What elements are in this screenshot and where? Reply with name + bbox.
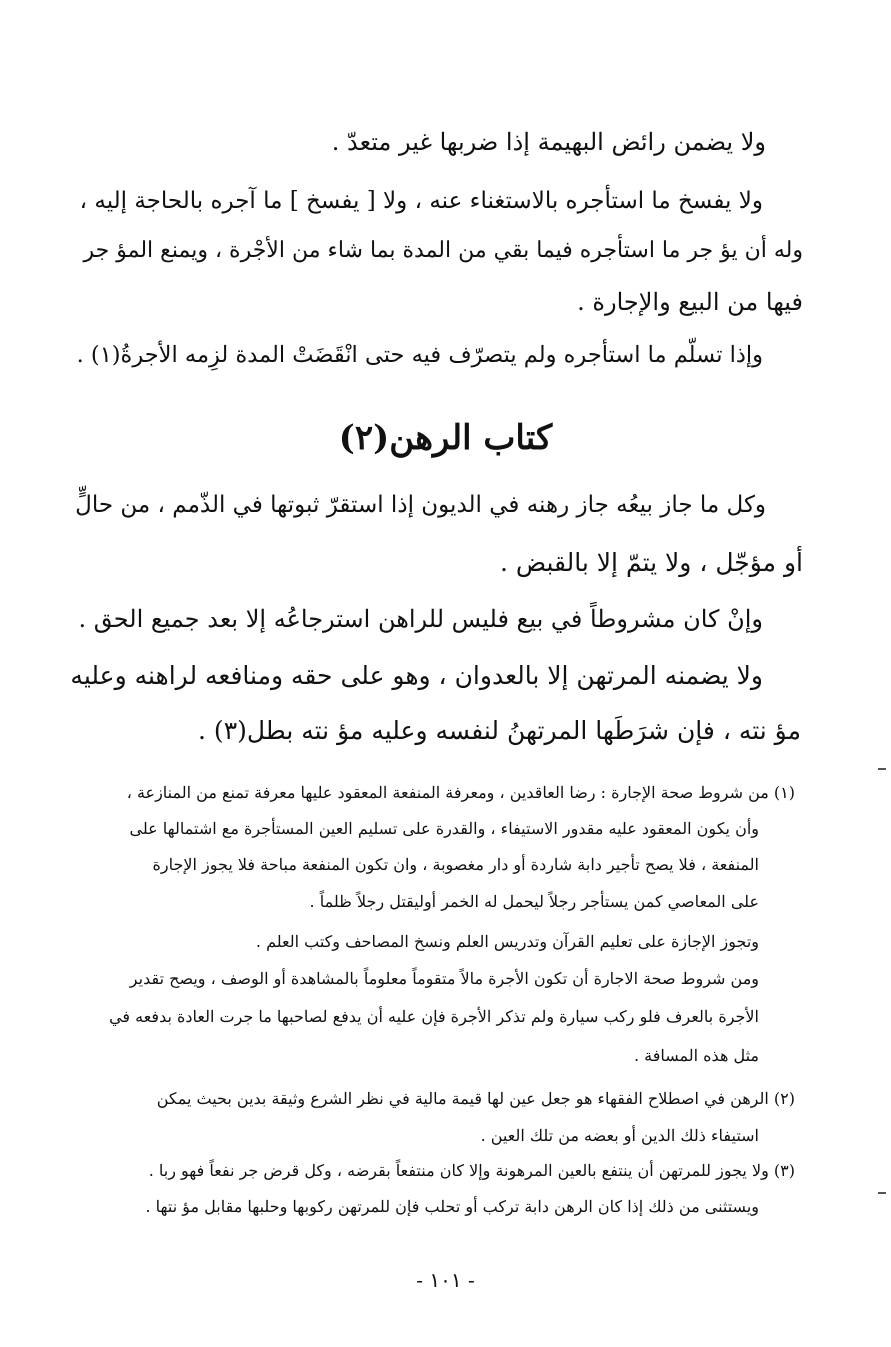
chapter-line-3: وإنْ كان مشروطاً في بيع فليس للراهن استرجاعُه إلا بعد جميع الحق . <box>78 605 763 633</box>
chapter-line-5: مؤ نته ، فإن شرَطَها المرتهنُ لنفسه وعليه مؤ نته بطل(٣) . <box>198 716 801 745</box>
footnote-2-line-2: استيفاء ذلك الدين أو بعضه من تلك العين . <box>480 1126 759 1145</box>
body-line-2: ولا يفسخ ما استأجره بالاستغناء عنه ، ولا [ يفسخ ] ما آجره بالحاجة إليه ، <box>79 188 763 214</box>
footnote-1-line-3: المنفعة ، فلا يصح تأجير دابة شاردة أو دار مغصوبة ، وان تكون المنفعة مباحة فلا يجوز الإجارة <box>152 855 759 874</box>
footnote-3-line-1: (٣) ولا يجوز للمرتهن أن ينتفع بالعين المرهونة وإلا كان منتفعاً بقرضه ، وكل قرض جر نفعاً فهو ربا . <box>148 1161 795 1180</box>
footnote-1-line-7: الأجرة بالعرف فلو ركب سيارة ولم تذكر الأجرة فإن عليه أن يدفع لصاحبها ما جرت العادة بدفعه في <box>109 1007 759 1026</box>
body-line-1: ولا يضمن رائض البهيمة إذا ضربها غير متعدّ . <box>331 128 766 156</box>
footnote-2-line-1: (٢) الرهن في اصطلاح الفقهاء هو جعل عين لها قيمة مالية في نظر الشرع وثيقة بدين بحيث يمكن <box>156 1089 795 1108</box>
chapter-line-4: ولا يضمنه المرتهن إلا بالعدوان ، وهو على حقه ومنافعه لراهنه وعليه <box>70 661 763 690</box>
footnote-1-line-2: وأن يكون المعقود عليه مقدور الاستيفاء ، والقدرة على تسليم العين المستأجرة مع اشتمالها على <box>129 819 759 838</box>
body-line-4: فيها من البيع والإجارة . <box>577 288 803 316</box>
body-line-5: وإذا تسلّم ما استأجره ولم يتصرّف فيه حتى انْقَضَتْ المدة لزِمه الأجرةُ(١) . <box>76 342 763 368</box>
margin-mark-1 <box>878 768 886 770</box>
page-number: - ١٠١ - <box>416 1268 475 1292</box>
body-line-3: وله أن يؤ جر ما استأجره فيما بقي من المدة بما شاء من الأجْرة ، ويمنع المؤ جر <box>83 238 803 263</box>
footnote-1-line-5: وتجوز الإجازة على تعليم القرآن وتدريس العلم ونسخ المصاحف وكتب العلم . <box>255 932 759 951</box>
chapter-line-1: وكل ما جاز بيعُه جاز رهنه في الديون إذا استقرّ ثبوتها في الذّمم ، من حالٍّ <box>75 492 766 518</box>
footnote-1-line-1: (١) من شروط صحة الإجارة : رضا العاقدين ، ومعرفة المنفعة المعقود عليها معرفة تمنع من المنازعة ، <box>126 783 795 802</box>
margin-mark-2 <box>878 1192 886 1194</box>
footnote-1-line-6: ومن شروط صحة الاجارة أن تكون الأجرة مالاً متقوماً معلوماً بالمشاهدة أو الوصف ، ويصح تقدير <box>129 969 759 988</box>
chapter-heading: كتاب الرهن(٢) <box>338 418 553 458</box>
chapter-line-2: أو مؤجّل ، ولا يتمّ إلا بالقبض . <box>499 548 803 577</box>
footnote-1-line-4: على المعاصي كمن يستأجر رجلاً ليحمل له الخمر أوليقتل رجلاً ظلماً . <box>309 892 759 911</box>
footnote-1-line-8: مثل هذه المسافة . <box>633 1046 759 1065</box>
footnote-3-line-2: ويستثنى من ذلك إذا كان الرهن دابة تركب أو تحلب فإن للمرتهن ركوبها وحلبها مقابل مؤ نتها . <box>145 1197 759 1216</box>
